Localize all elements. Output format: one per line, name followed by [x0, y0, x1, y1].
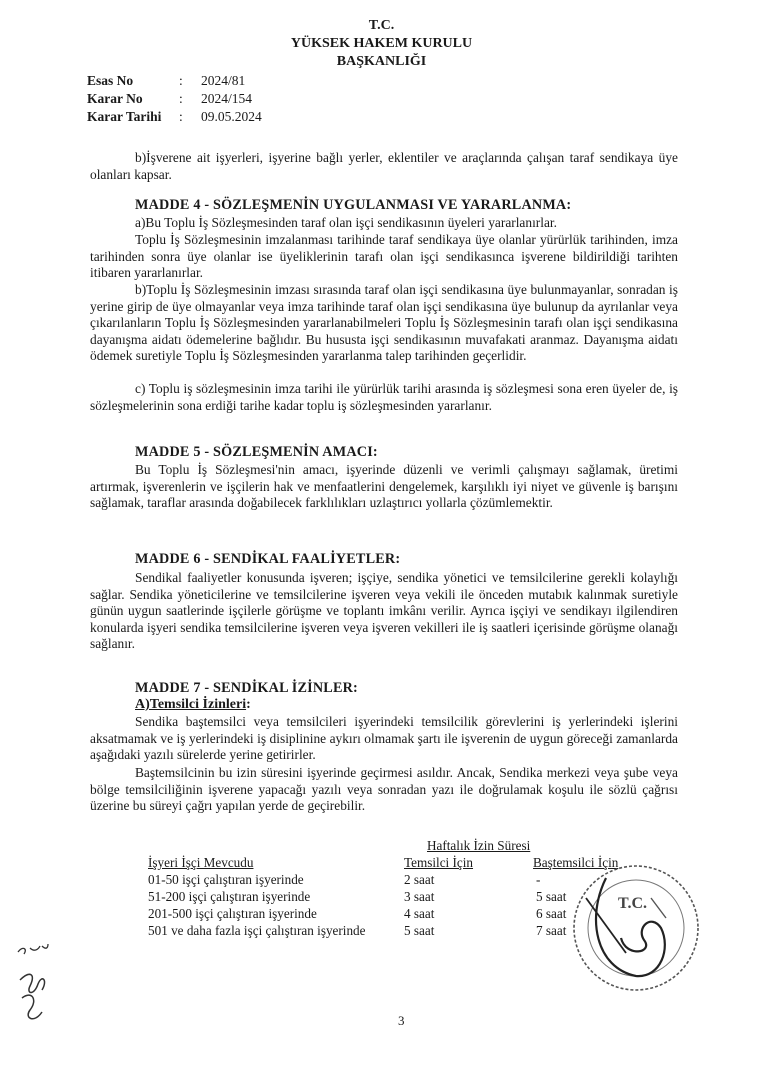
official-seal-stamp-icon: [566, 858, 706, 998]
meta-colon: :: [179, 91, 183, 106]
table-col-bastemsilci: Baştemsilci İçin: [533, 855, 619, 870]
tarih-value: 09.05.2024: [201, 109, 262, 124]
esas-value: 2024/81: [201, 73, 246, 88]
madde4-paragraph-b: b)Toplu İş Sözleşmesinin imzası sırasında taraf olan işçi sendikasına üye bulunmayanlar, sonradan iş yerine girip de üye olmayanlar veya imza tarihinde taraf olan işçi sendikasına üye bulunup da ayrılanlar veya çıkarılanların Toplu İş Sözleşmesinden yararlanabilmeleri Toplu İş Sözleşmesinin tarafı olan işçi sendikasına dayanışma aidatı ödemelerine bağlıdır. Bu hususta işçi sendikasının muvafakati aranmaz. Dayanışma aidatı ödemek suretiyle Toplu İş Sözleşmesinden yararlanma talep tarihinden geçerlidir.: [90, 282, 678, 364]
madde7-subtitle: [135, 697, 251, 713]
header-tc: T.C.: [368, 18, 395, 33]
madde5-paragraph: Bu Toplu İş Sözleşmesi'nin amacı, işyerinde düzenli ve verimli çalışmayı sağlamak, üretimi artırmak, işverenlerin ve işçilerin hak ve menfaatlerini dengelemek, karşılıklı iyi niyet ve güvenle iş barışını sağlamak, taraflar arasında doğabilecek farklılıkları uzlaştırıcı yollarla çözümlemektir.: [90, 462, 678, 511]
meta-colon: :: [179, 109, 183, 124]
table-row-2-workers: 51-200 işçi çalıştıran işyerinde: [148, 889, 311, 904]
table-row-1-temsilci: 2 saat: [404, 872, 435, 887]
karar-label: Karar No: [87, 91, 143, 106]
table-row-3-workers: 201-500 işçi çalıştıran işyerinde: [148, 906, 317, 921]
stamp-text: T.C.: [618, 895, 648, 912]
madde6-paragraph: Sendikal faaliyetler konusunda işveren; işçiye, sendika yönetici ve temsilcilerine gerekli kolaylığı sağlar. Sendika yöneticilerine ve temsilcilerine işveren veya vekili ile önceden mutabık kalınmak suretiyle günün uygun saatlerinde işçilerle görüşme ve toplantı imkânı verilir. Ayrıca işçiyi ve sendikayı ilgilendiren konularda işyeri sendika temsilcilerine işveren veya işveren vekilleri ile iş saatleri içerisinde görüşme olanağı sağlanır.: [90, 570, 678, 652]
madde4-paragraph-c: c) Toplu iş sözleşmesinin imza tarihi ile yürürlük tarihi arasında iş sözleşmesi sona eren üyeler de, iş sözleşmelerinin sona erdiği tarihe kadar toplu iş sözleşmesinden yararlanır.: [90, 381, 678, 413]
madde4-paragraph-a: a)Bu Toplu İş Sözleşmesinden taraf olan işçi sendikasının üyeleri yararlanırlar.: [135, 215, 557, 230]
madde5-title: MADDE 5 - SÖZLEŞMENİN AMACI:: [135, 444, 378, 460]
table-col-isyeri: İşyeri İşçi Mevcudu: [148, 855, 254, 870]
madde7-paragraph-2: Baştemsilcinin bu izin süresini işyerinde geçirmesi asıldır. Ancak, Sendika merkezi veya şube veya bölge temsilciliğinin işverene yapacağı yazılı veya sonradan yazı ile doğrulamak koşulu ile sözlü çağrısı üzerine bu süreyi çağrı yapılan yerde de geçirebilir.: [90, 765, 678, 814]
table-row-2-bastemsilci: 5 saat: [536, 889, 567, 904]
table-row-1-bastemsilci: -: [536, 872, 541, 887]
page-number: 3: [398, 1013, 405, 1028]
table-row-4-bastemsilci: 7 saat: [536, 923, 567, 938]
table-col-temsilci: Temsilci İçin: [404, 855, 474, 870]
header-presidency: BAŞKANLIĞI: [336, 54, 427, 69]
header-institution: YÜKSEK HAKEM KURULU: [290, 36, 473, 51]
subtitle-colon: :: [246, 697, 251, 712]
table-row-2-temsilci: 3 saat: [404, 889, 435, 904]
table-row-1-workers: 01-50 işçi çalıştıran işyerinde: [148, 872, 304, 887]
table-row-4-temsilci: 5 saat: [404, 923, 435, 938]
karar-value: 2024/154: [201, 91, 253, 106]
tarih-label: Karar Tarihi: [87, 109, 162, 124]
table-row-3-bastemsilci: 6 saat: [536, 906, 567, 921]
madde7-title: MADDE 7 - SENDİKAL İZİNLER:: [135, 680, 358, 696]
case-meta: [87, 72, 307, 126]
madde7-paragraph-1: Sendika baştemsilci veya temsilcileri işyerindeki temsilcilik görevlerini iş yerlerindeki işlerini aksatmamak ve iş yerlerindeki iş disiplinine aykırı olmamak şartı ile işverenin de uygun göreceği zamanlarda aşağıdaki yazılı sürelerde yerine getirirler.: [90, 714, 678, 763]
meta-colon: :: [179, 73, 183, 88]
temsilci-izinleri-heading: A)Temsilci İzinleri: [135, 697, 247, 712]
table-group-header: Haftalık İzin Süresi: [427, 838, 531, 853]
madde6-title: MADDE 6 - SENDİKAL FAALİYETLER:: [135, 551, 401, 567]
madde4-title: MADDE 4 - SÖZLEŞMENİN UYGULANMASI VE YARARLANMA:: [135, 197, 572, 213]
esas-label: Esas No: [87, 73, 134, 88]
handwritten-initials-icon: [8, 940, 58, 1030]
intro-paragraph: b)İşverene ait işyerleri, işyerine bağlı yerler, eklentiler ve araçlarında çalışan taraf sendikaya üye olanları kapsar.: [90, 150, 678, 182]
table-row-3-temsilci: 4 saat: [404, 906, 435, 921]
table-row-4-workers: 501 ve daha fazla işçi çalıştıran işyerinde: [148, 923, 366, 938]
madde4-paragraph-yururluk: Toplu İş Sözleşmesinin imzalanması tarihinde taraf sendikaya üye olanlar yürürlük tarihinden, imza tarihinden sonra üye olanlar ise üyeliklerinin tarafı olan işçi sendikasınca işverene bildirildiği tarihten itibaren yararlanırlar.: [90, 232, 678, 281]
